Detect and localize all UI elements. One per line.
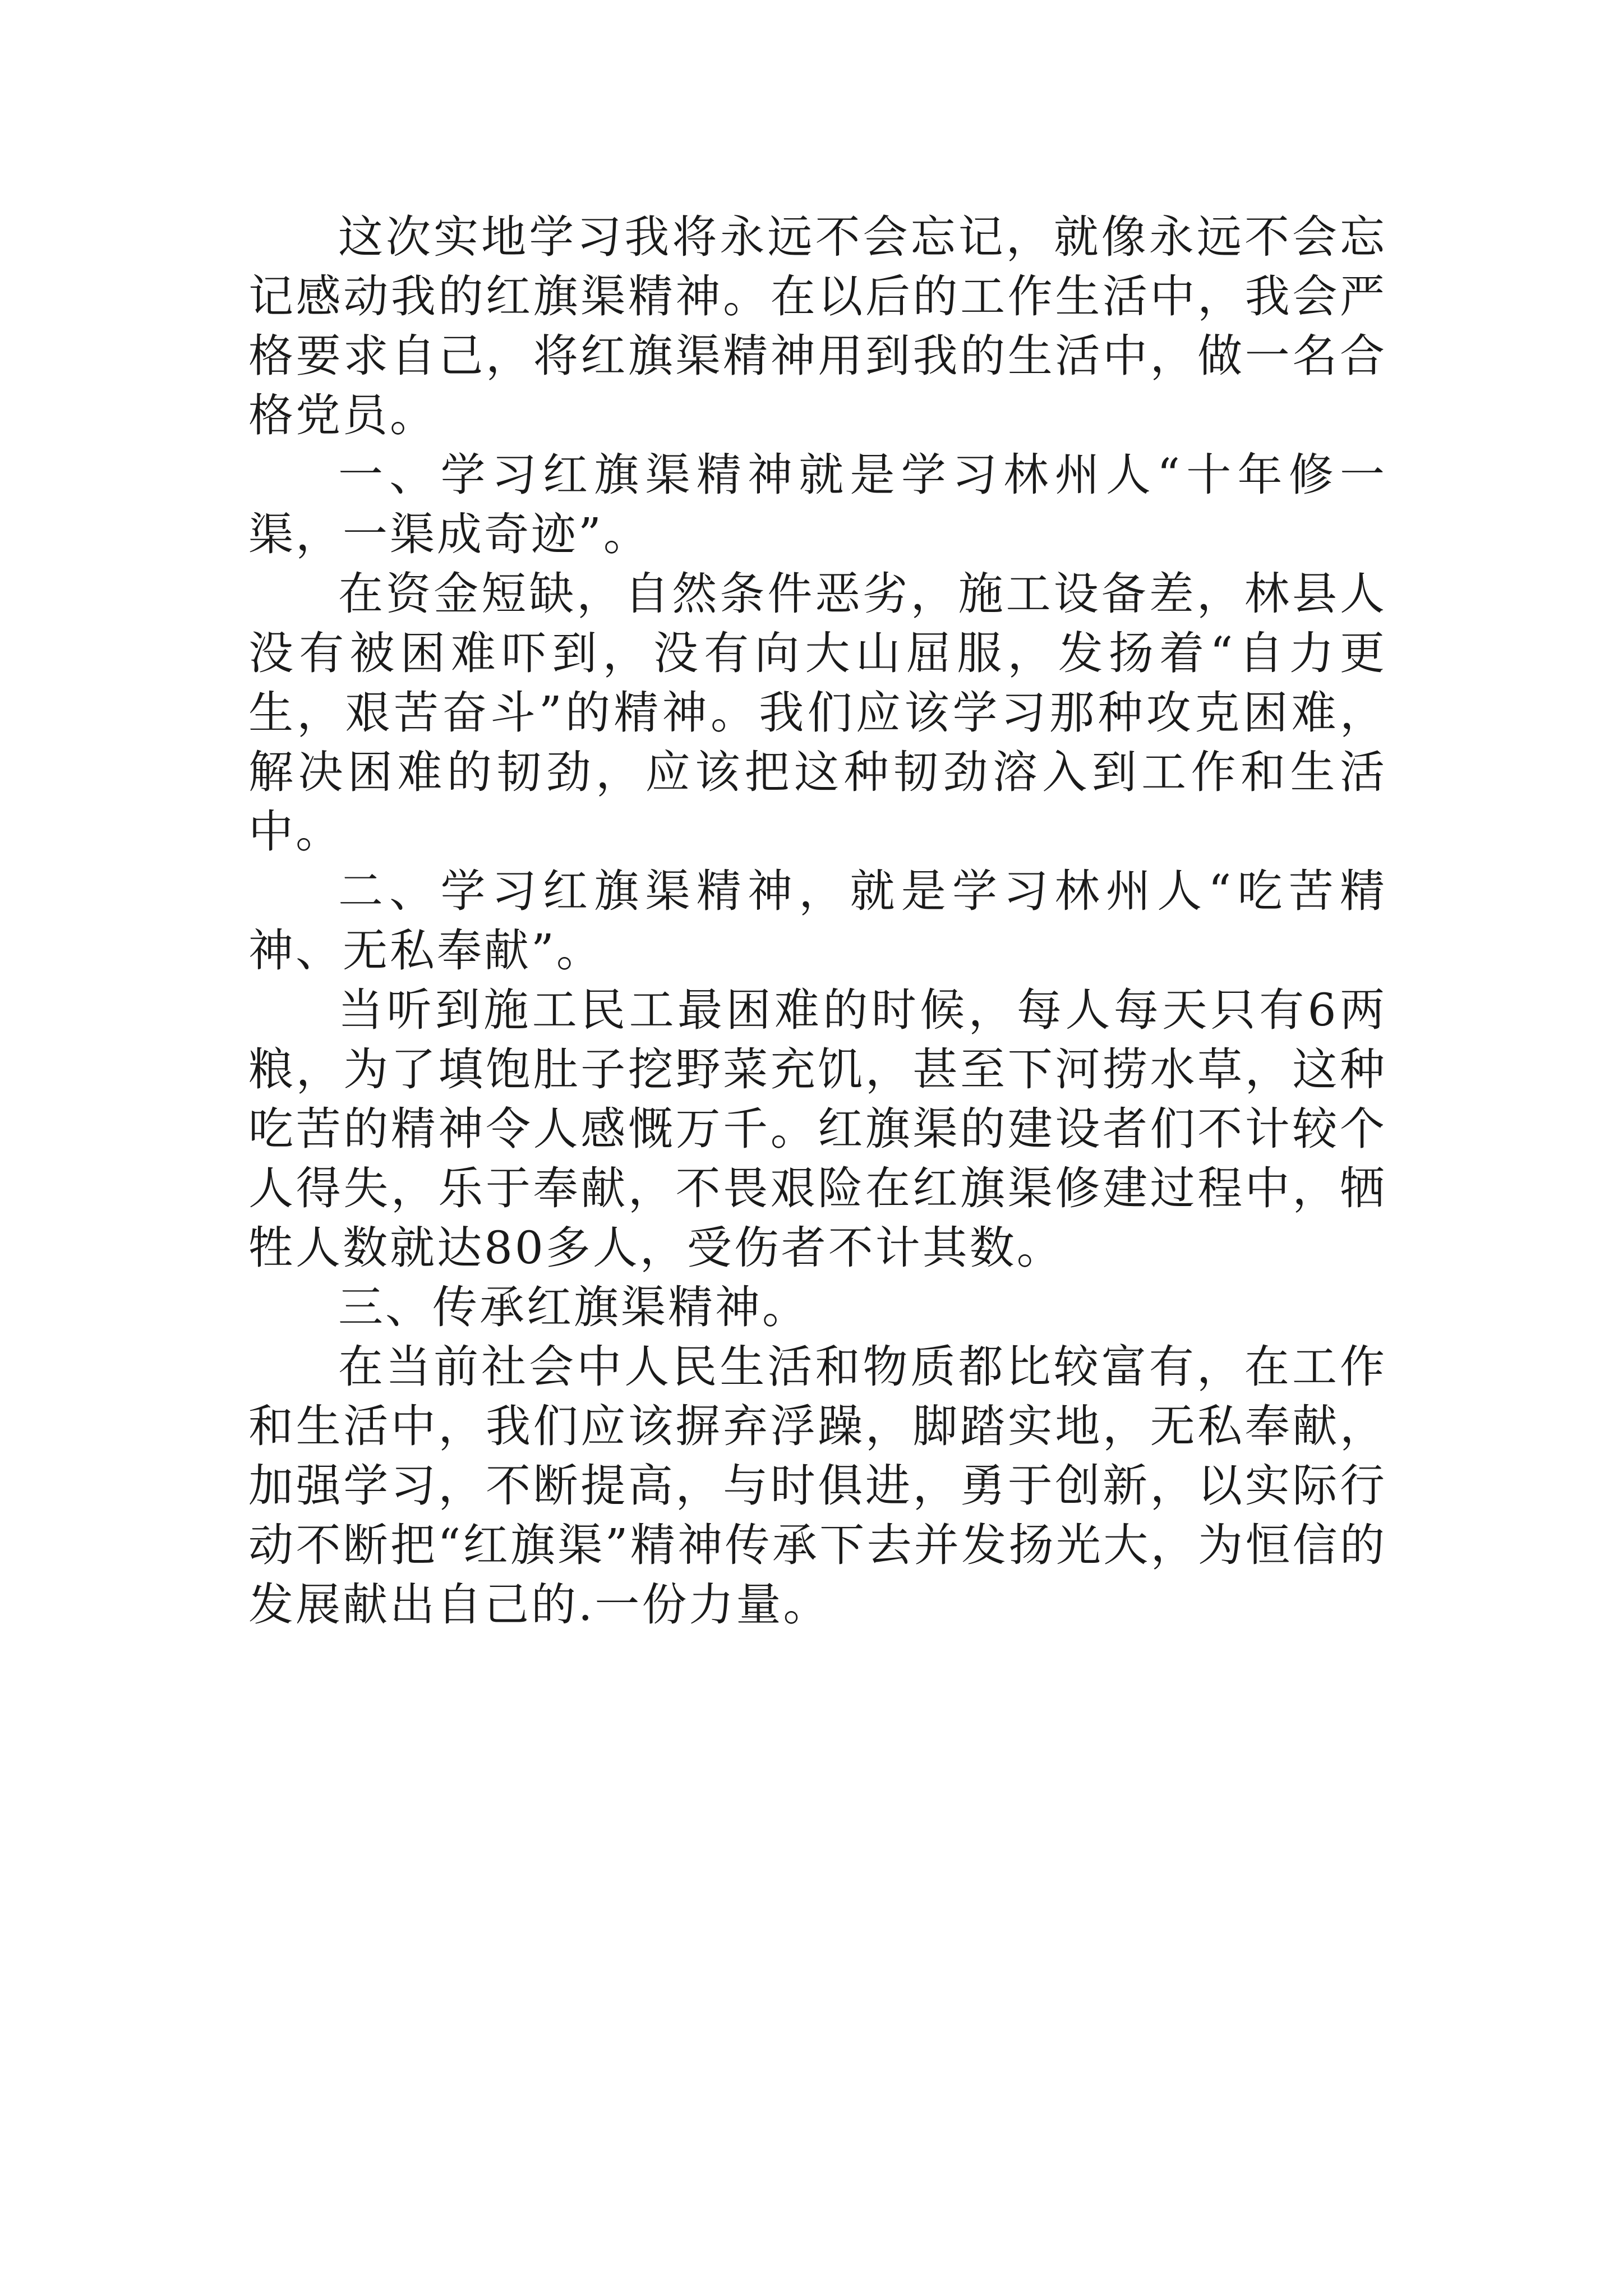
paragraph-point-two: 当听到施工民工最困难的时候，每人每天只有6两粮，为了填饱肚子挖野菜充饥，甚至下河捞水草，这种吃苦的精神令人感慨万千。红旗渠的建设者们不计较个人得失，乐于奉献，不畏艰险在红旗渠修建过程中，牺牲人数就达80多人，受伤者不计其数。: [248, 984, 1387, 1274]
heading-point-two: 二、学习红旗渠精神，就是学习林州人“吃苦精神、无私奉献”。: [248, 865, 1387, 977]
heading-point-three: 三、传承红旗渠精神。: [338, 1281, 809, 1333]
heading-point-one: 一、学习红旗渠精神就是学习林州人“十年修一渠，一渠成奇迹”。: [248, 449, 1387, 560]
document-body: [248, 208, 1387, 1635]
paragraph-point-three: 在当前社会中人民生活和物质都比较富有，在工作和生活中，我们应该摒弃浮躁，脚踏实地，无私奉献，加强学习，不断提高，与时俱进，勇于创新，以实际行动不断把“红旗渠”精神传承下去并发扬光大，为恒信的发展献出自己的.一份力量。: [248, 1341, 1387, 1631]
paragraph-point-one: 在资金短缺，自然条件恶劣，施工设备差，林县人没有被困难吓到，没有向大山屈服，发扬着“自力更生，艰苦奋斗”的精神。我们应该学习那种攻克困难，解决困难的韧劲，应该把这种韧劲溶入到工作和生活中。: [248, 568, 1387, 858]
paragraph-closing-reflection: 这次实地学习我将永远不会忘记，就像永远不会忘记感动我的红旗渠精神。在以后的工作生活中，我会严格要求自己，将红旗渠精神用到我的生活中，做一名合格党员。: [248, 211, 1387, 441]
